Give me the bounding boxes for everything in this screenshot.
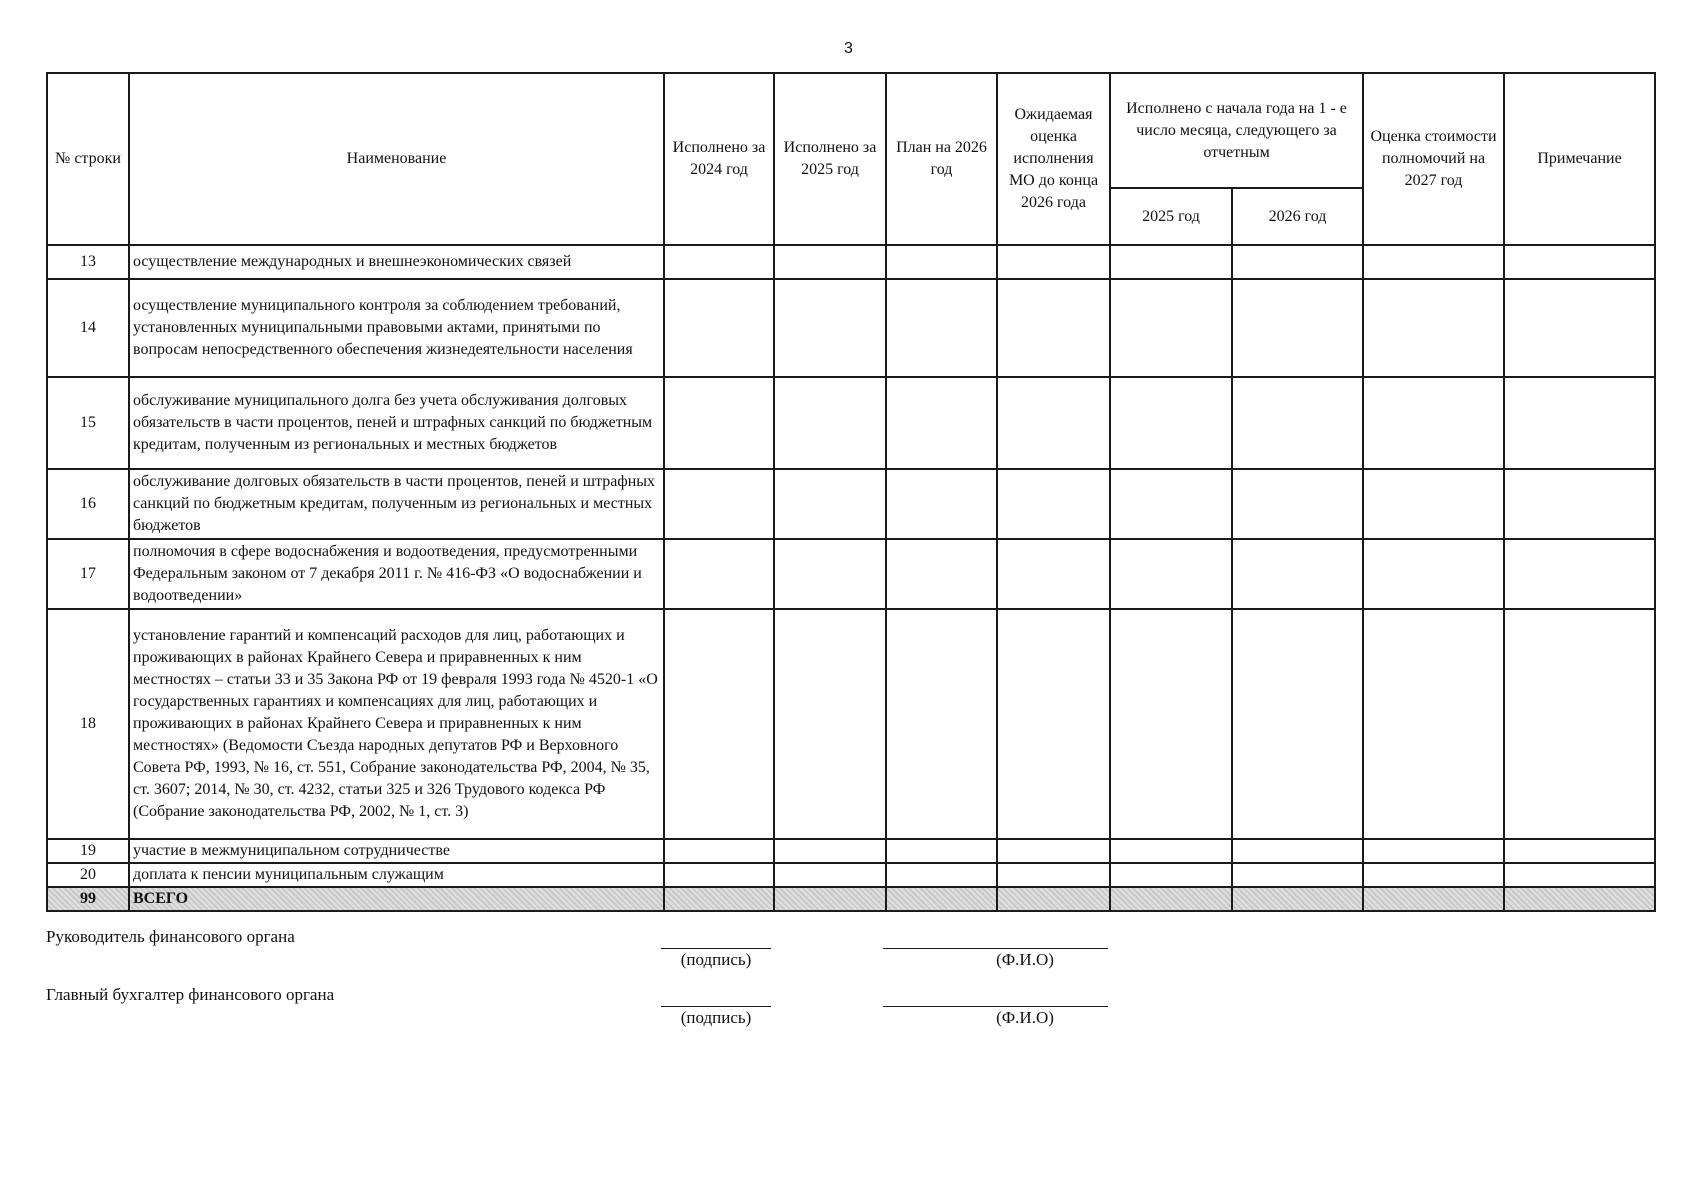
row-name: обслуживание муниципального долга без учета обслуживания долговых обязательств в части процентов, пеней и штрафных санкций по бюджетным кредитам, полученным из региональных и местных бюджетов	[129, 377, 664, 469]
row-number: 17	[47, 539, 129, 609]
cell-note	[1504, 609, 1655, 839]
row-number: 16	[47, 469, 129, 539]
header-plan-2026: План на 2026 год	[886, 73, 997, 245]
table-row	[47, 839, 1655, 863]
cell-ytd-2026	[1232, 863, 1363, 887]
cell-estimate-2027	[1363, 539, 1504, 609]
cell-done-2024	[664, 863, 774, 887]
head-name-caption: (Ф.И.О)	[996, 950, 1054, 969]
cell-expected	[997, 469, 1110, 539]
header-ytd-2026: 2026 год	[1232, 188, 1363, 245]
cell-plan-2026	[886, 539, 997, 609]
header-expected-execution: Ожидаемая оценка исполнения МО до конца 2026 года	[997, 73, 1110, 245]
cell-ytd-2026	[1232, 839, 1363, 863]
cell-done-2025	[774, 863, 886, 887]
header-row-number: № строки	[47, 73, 129, 245]
cell-done-2024	[664, 609, 774, 839]
cell-ytd-2025	[1110, 609, 1232, 839]
row-name: установление гарантий и компенсаций расходов для лиц, работающих и проживающих в районах Крайнего Севера и приравненных к ним местностях – статьи 33 и 35 Закона РФ от 19 февраля 1993 года № 4520-1 «О государственных гарантиях и компенсациях для лиц, работающих и проживающих в районах Крайнего Севера и приравненных к ним местностях» (Ведомости Съезда народных депутатов РФ и Верховного Совета РФ, 1993, № 16, ст. 551, Собрание законодательства РФ, 2004, № 35, ст. 3607; 2014, № 30, ст. 4232, статьи 325 и 326 Трудового кодекса РФ (Собрание законодательства РФ, 2002, № 1, ст. 3)	[129, 609, 664, 839]
cell-done-2024	[664, 887, 774, 911]
report-table	[46, 72, 1656, 912]
table-row	[47, 377, 1655, 469]
table-row	[47, 245, 1655, 279]
header-name: Наименование	[129, 73, 664, 245]
cell-done-2025	[774, 887, 886, 911]
page-number: 3	[844, 40, 853, 57]
table-row	[47, 609, 1655, 839]
cell-ytd-2025	[1110, 539, 1232, 609]
row-name: полномочия в сфере водоснабжения и водоотведения, предусмотренными Федеральным законом от 7 декабря 2011 г. № 416-ФЗ «О водоснабжении и водоотведении»	[129, 539, 664, 609]
cell-done-2025	[774, 377, 886, 469]
cell-ytd-2025	[1110, 377, 1232, 469]
cell-plan-2026	[886, 279, 997, 377]
cell-ytd-2025	[1110, 279, 1232, 377]
cell-ytd-2026	[1232, 377, 1363, 469]
cell-estimate-2027	[1363, 863, 1504, 887]
cell-done-2025	[774, 839, 886, 863]
cell-estimate-2027	[1363, 887, 1504, 911]
cell-estimate-2027	[1363, 839, 1504, 863]
header-done-2024: Исполнено за 2024 год	[664, 73, 774, 245]
accountant-name-line	[883, 1006, 1108, 1007]
cell-ytd-2025	[1110, 469, 1232, 539]
row-number: 13	[47, 245, 129, 279]
cell-note	[1504, 863, 1655, 887]
row-name: осуществление международных и внешнеэкономических связей	[129, 245, 664, 279]
cell-done-2024	[664, 539, 774, 609]
table-row	[47, 863, 1655, 887]
row-number: 14	[47, 279, 129, 377]
cell-done-2024	[664, 839, 774, 863]
row-number: 18	[47, 609, 129, 839]
cell-done-2025	[774, 245, 886, 279]
cell-expected	[997, 863, 1110, 887]
cell-ytd-2026	[1232, 279, 1363, 377]
cell-plan-2026	[886, 887, 997, 911]
table-row	[47, 469, 1655, 539]
header-done-2025: Исполнено за 2025 год	[774, 73, 886, 245]
head-signature-label: Руководитель финансового органа	[46, 927, 295, 946]
accountant-name-caption: (Ф.И.О)	[996, 1008, 1054, 1027]
header-estimate-2027: Оценка стоимости полномочий на 2027 год	[1363, 73, 1504, 245]
cell-estimate-2027	[1363, 245, 1504, 279]
table-body	[47, 245, 1655, 911]
table-row	[47, 539, 1655, 609]
head-signature-line	[661, 948, 771, 949]
cell-ytd-2026	[1232, 539, 1363, 609]
cell-expected	[997, 245, 1110, 279]
cell-estimate-2027	[1363, 279, 1504, 377]
row-name: участие в межмуниципальном сотрудничестве	[129, 839, 664, 863]
row-number: 15	[47, 377, 129, 469]
cell-done-2024	[664, 377, 774, 469]
cell-plan-2026	[886, 469, 997, 539]
cell-expected	[997, 839, 1110, 863]
cell-note	[1504, 245, 1655, 279]
cell-ytd-2025	[1110, 863, 1232, 887]
cell-estimate-2027	[1363, 377, 1504, 469]
row-name: осуществление муниципального контроля за соблюдением требований, установленных муниципальными правовыми актами, принятыми по вопросам непосредственного обеспечения жизнедеятельности населения	[129, 279, 664, 377]
cell-estimate-2027	[1363, 609, 1504, 839]
header-ytd-group: Исполнено с начала года на 1 - е число месяца, следующего за отчетным	[1110, 73, 1363, 188]
cell-expected	[997, 887, 1110, 911]
cell-note	[1504, 839, 1655, 863]
cell-done-2025	[774, 469, 886, 539]
cell-done-2024	[664, 279, 774, 377]
cell-plan-2026	[886, 863, 997, 887]
cell-ytd-2026	[1232, 609, 1363, 839]
cell-done-2025	[774, 609, 886, 839]
cell-ytd-2026	[1232, 469, 1363, 539]
cell-ytd-2025	[1110, 839, 1232, 863]
row-name: доплата к пенсии муниципальным служащим	[129, 863, 664, 887]
cell-done-2025	[774, 279, 886, 377]
cell-expected	[997, 377, 1110, 469]
cell-estimate-2027	[1363, 469, 1504, 539]
cell-done-2025	[774, 539, 886, 609]
cell-expected	[997, 279, 1110, 377]
cell-done-2024	[664, 469, 774, 539]
header-note: Примечание	[1504, 73, 1655, 245]
head-name-line	[883, 948, 1108, 949]
head-signature-caption: (подпись)	[680, 950, 752, 969]
cell-plan-2026	[886, 245, 997, 279]
row-name: ВСЕГО	[129, 887, 664, 911]
cell-expected	[997, 539, 1110, 609]
cell-plan-2026	[886, 377, 997, 469]
accountant-signature-line	[661, 1006, 771, 1007]
table-row	[47, 279, 1655, 377]
accountant-signature-label: Главный бухгалтер финансового органа	[46, 985, 335, 1004]
header-ytd-2025: 2025 год	[1110, 188, 1232, 245]
cell-ytd-2025	[1110, 245, 1232, 279]
cell-note	[1504, 377, 1655, 469]
row-name: обслуживание долговых обязательств в части процентов, пеней и штрафных санкций по бюджетным кредитам, полученным из региональных и местных бюджетов	[129, 469, 664, 539]
cell-done-2024	[664, 245, 774, 279]
table-total-row	[47, 887, 1655, 911]
row-number: 99	[47, 887, 129, 911]
cell-plan-2026	[886, 839, 997, 863]
cell-expected	[997, 609, 1110, 839]
cell-note	[1504, 539, 1655, 609]
cell-plan-2026	[886, 609, 997, 839]
cell-ytd-2026	[1232, 245, 1363, 279]
cell-ytd-2026	[1232, 887, 1363, 911]
row-number: 20	[47, 863, 129, 887]
cell-note	[1504, 469, 1655, 539]
row-number: 19	[47, 839, 129, 863]
cell-note	[1504, 887, 1655, 911]
accountant-signature-caption: (подпись)	[680, 1008, 752, 1027]
cell-note	[1504, 279, 1655, 377]
cell-ytd-2025	[1110, 887, 1232, 911]
